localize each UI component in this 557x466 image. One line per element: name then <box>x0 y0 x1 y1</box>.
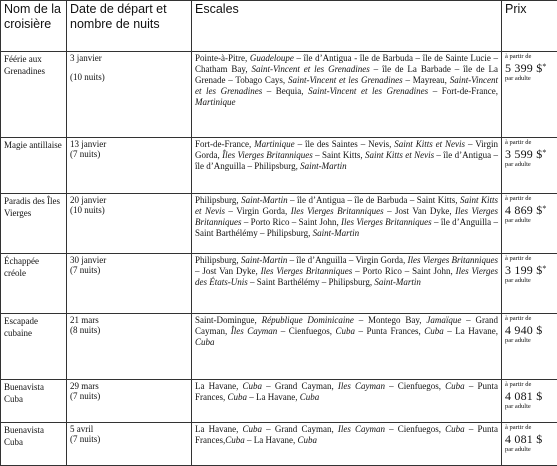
stop-place: – La Havane, <box>444 326 498 336</box>
cruise-name: Buenavista Cuba <box>1 380 67 423</box>
departure-cell <box>67 380 192 423</box>
departure-date: 21 mars <box>70 315 99 325</box>
stop-place: – Grand Cayman, <box>195 315 498 336</box>
stop-place: – Jost Van Dyke, <box>384 206 455 216</box>
nights-count: (8 nuits) <box>70 325 188 335</box>
stop-region: Saint Kitts et Nevis <box>365 150 434 160</box>
nights-count: (7 nuits) <box>70 265 188 275</box>
stop-place: – Mayreau, <box>403 75 450 85</box>
stop-place: – Virgin Gorda, <box>225 206 291 216</box>
stop-region: Iles Vierges Britanniques <box>291 206 384 216</box>
stop-region: Cuba <box>243 381 263 391</box>
cruise-name: Escapade cubaine <box>1 314 67 380</box>
table-row <box>1 314 557 380</box>
stop-region: Saint Kitts et Nevis <box>195 195 498 216</box>
cruise-name: Paradis des Îles Vierges <box>1 194 67 254</box>
departure-date: 29 mars <box>70 381 99 391</box>
cruise-name: Buenavista Cuba <box>1 423 67 466</box>
price-from-label: à partir de <box>505 53 554 61</box>
price-from-label: à partir de <box>505 315 554 323</box>
stop-region: Guadeloupe <box>250 53 294 63</box>
stop-region: Iles Vierges Britanniques <box>408 255 499 265</box>
stops-cell <box>192 254 502 314</box>
stop-region: Îles Vierges Britanniques <box>222 150 313 160</box>
price-cell <box>502 194 557 254</box>
stops-cell <box>192 52 502 138</box>
stop-place: – île d’Anguilla – Saint Barthélémy – Philipsburg, <box>195 217 498 238</box>
departure-cell <box>67 52 192 138</box>
stop-place: Philipsburg, <box>195 255 241 265</box>
price-amount: 3 599 $* <box>505 147 554 161</box>
stop-place: La Havane, <box>195 381 243 391</box>
header-stops: Escales <box>192 1 502 52</box>
price-from-label: à partir de <box>505 381 554 389</box>
stop-place: La Havane, <box>195 424 243 434</box>
stop-place: – Grand Cayman, <box>262 381 338 391</box>
stop-region: Îles Cayman <box>231 326 278 336</box>
stop-place: – Virgin Gorda, <box>195 139 498 160</box>
stop-region: Cuba <box>228 392 248 402</box>
stop-place: – île d’Antigua – île d’Anguilla – Philipsburg, <box>195 150 498 171</box>
price-amount: 5 399 $* <box>505 61 554 75</box>
stop-region: Martinique <box>195 97 236 107</box>
stop-region: Saint-Martin <box>313 228 360 238</box>
stop-place: – Grand Cayman, <box>262 424 338 434</box>
price-per-label: par adulte <box>505 75 554 83</box>
departure-cell <box>67 254 192 314</box>
header-row <box>1 1 557 52</box>
departure-date: 5 avril <box>70 424 93 434</box>
stop-place: – Jost Van Dyke, <box>195 266 261 276</box>
stops-cell <box>192 380 502 423</box>
price-cell <box>502 254 557 314</box>
stop-place: – Saint Barthélémy – Philipsburg, <box>248 277 375 287</box>
departure-date: 13 janvier <box>70 139 106 149</box>
stop-place: – Saint Kitts, <box>313 150 365 160</box>
stop-region: Jamaïque <box>426 315 461 325</box>
departure-cell <box>67 138 192 194</box>
stops-cell <box>192 194 502 254</box>
departure-cell <box>67 194 192 254</box>
cruise-name: Magie antillaise <box>1 138 67 194</box>
stop-region: Iles Vierges Britanniques <box>261 266 353 276</box>
departure-date: 3 janvier <box>70 53 102 63</box>
stop-region: Saint-Vincent et les Grenadines <box>308 86 428 96</box>
price-from-label: à partir de <box>505 139 554 147</box>
stops-cell <box>192 138 502 194</box>
price-amount: 4 940 $ <box>505 323 554 337</box>
stop-region: Saint-Vincent et les Grenadines <box>195 75 498 96</box>
stop-place: – Fort-de-France, <box>428 86 498 96</box>
stop-place: – Punta Frances, <box>195 424 498 445</box>
nights-count: (7 nuits) <box>70 149 188 159</box>
stop-place: Philipsburg, <box>195 195 241 205</box>
stop-region: Cuba <box>445 424 465 434</box>
price-cell <box>502 138 557 194</box>
stop-region: Cuba <box>336 326 356 336</box>
departure-cell <box>67 314 192 380</box>
cruise-name: Féérie aux Grenadines <box>1 52 67 138</box>
header-date: Date de départ et nombre de nuits <box>67 1 192 52</box>
stop-region: Saint-Martin <box>241 255 288 265</box>
price-per-label: par adulte <box>505 446 554 454</box>
table-row <box>1 138 557 194</box>
header-price: Prix <box>502 1 557 52</box>
stop-place: – Cienfuegos, <box>277 326 335 336</box>
stop-place: – île des Saintes – Nevis, <box>295 139 395 149</box>
stop-region: Saint-Martin <box>374 277 421 287</box>
price-from-label: à partir de <box>505 195 554 203</box>
nights-count: (10 nuits) <box>70 72 188 82</box>
stop-region: Iles Vierges des États-Unis <box>195 266 498 287</box>
header-name: Nom de la croisière <box>1 1 67 52</box>
price-amount: 3 199 $* <box>505 263 554 277</box>
nights-count: (7 nuits) <box>70 391 188 401</box>
stop-region: Iles Cayman <box>338 381 385 391</box>
price-amount: 4 081 $ <box>505 389 554 403</box>
stop-region: Cuba <box>195 337 215 347</box>
table-row <box>1 254 557 314</box>
stop-region: Saint-Vincent et les Grenadines <box>288 75 403 85</box>
nights-count: (10 nuits) <box>70 205 188 215</box>
stop-place: Pointe-à-Pitre, <box>195 53 250 63</box>
stop-region: Iles Vierges Britanniques <box>195 206 498 227</box>
stop-region: Saint-Martin <box>241 195 288 205</box>
stop-place: – Montego Bay, <box>354 315 426 325</box>
stop-place: – Bequia, <box>262 86 308 96</box>
price-cell <box>502 380 557 423</box>
price-from-label: à partir de <box>505 255 554 263</box>
stop-region: Cuba <box>225 435 245 445</box>
stop-place: – La Havane, <box>245 435 298 445</box>
stop-place: – île d’Antigua - île de Barbuda – île de Sainte Lucie – Chatham Bay, <box>195 53 498 74</box>
stop-region: République Dominicaine <box>262 315 354 325</box>
stop-place: – île d’Antigua – île de Barbuda – Saint Kitts, <box>288 195 460 205</box>
stop-region: Iles Cayman <box>338 424 385 434</box>
price-cell <box>502 52 557 138</box>
stop-region: Cuba <box>424 326 444 336</box>
price-amount: 4 081 $ <box>505 432 554 446</box>
price-per-label: par adulte <box>505 161 554 169</box>
price-per-label: par adulte <box>505 337 554 345</box>
table-row <box>1 194 557 254</box>
price-per-label: par adulte <box>505 277 554 285</box>
stop-place: – île d’Anguilla – Virgin Gorda, <box>287 255 407 265</box>
price-cell <box>502 314 557 380</box>
stop-place: – Cienfuegos, <box>385 424 445 434</box>
stop-region: Cuba <box>300 392 320 402</box>
nights-count: (7 nuits) <box>70 434 188 444</box>
stops-cell <box>192 314 502 380</box>
cruise-name: Échappée créole <box>1 254 67 314</box>
stop-region: Iles Vierges Britanniques <box>341 217 432 227</box>
stop-place: – Punta Frances, <box>355 326 424 336</box>
stop-place: – Cienfuegos, <box>385 381 445 391</box>
stop-place: – La Havane, <box>247 392 300 402</box>
stop-region: Saint-Vincent et les Grenadines <box>252 64 370 74</box>
price-per-label: par adulte <box>505 403 554 411</box>
stop-region: Cuba <box>298 435 318 445</box>
table-row <box>1 380 557 423</box>
price-per-label: par adulte <box>505 217 554 225</box>
price-amount: 4 869 $* <box>505 203 554 217</box>
stop-place: – Punta Frances, <box>195 381 498 402</box>
stop-region: Martinique <box>254 139 295 149</box>
stop-place: – île de La Barbade – île de La Grenade – Tobago Cays, <box>195 64 498 85</box>
table-row <box>1 52 557 138</box>
stop-region: Cuba <box>445 381 465 391</box>
stop-region: Cuba <box>243 424 263 434</box>
stop-place: – Porto Rico – Saint John, <box>242 217 342 227</box>
departure-date: 30 janvier <box>70 255 106 265</box>
price-from-label: à partir de <box>505 424 554 432</box>
stop-place: Saint-Domingue, <box>195 315 262 325</box>
stop-region: Saint Kitts et Nevis <box>394 139 465 149</box>
stop-place: Fort-de-France, <box>195 139 254 149</box>
stop-region: Saint-Martin <box>300 161 347 171</box>
departure-date: 20 janvier <box>70 195 106 205</box>
stop-place: – Porto Rico – Saint John, <box>352 266 455 276</box>
